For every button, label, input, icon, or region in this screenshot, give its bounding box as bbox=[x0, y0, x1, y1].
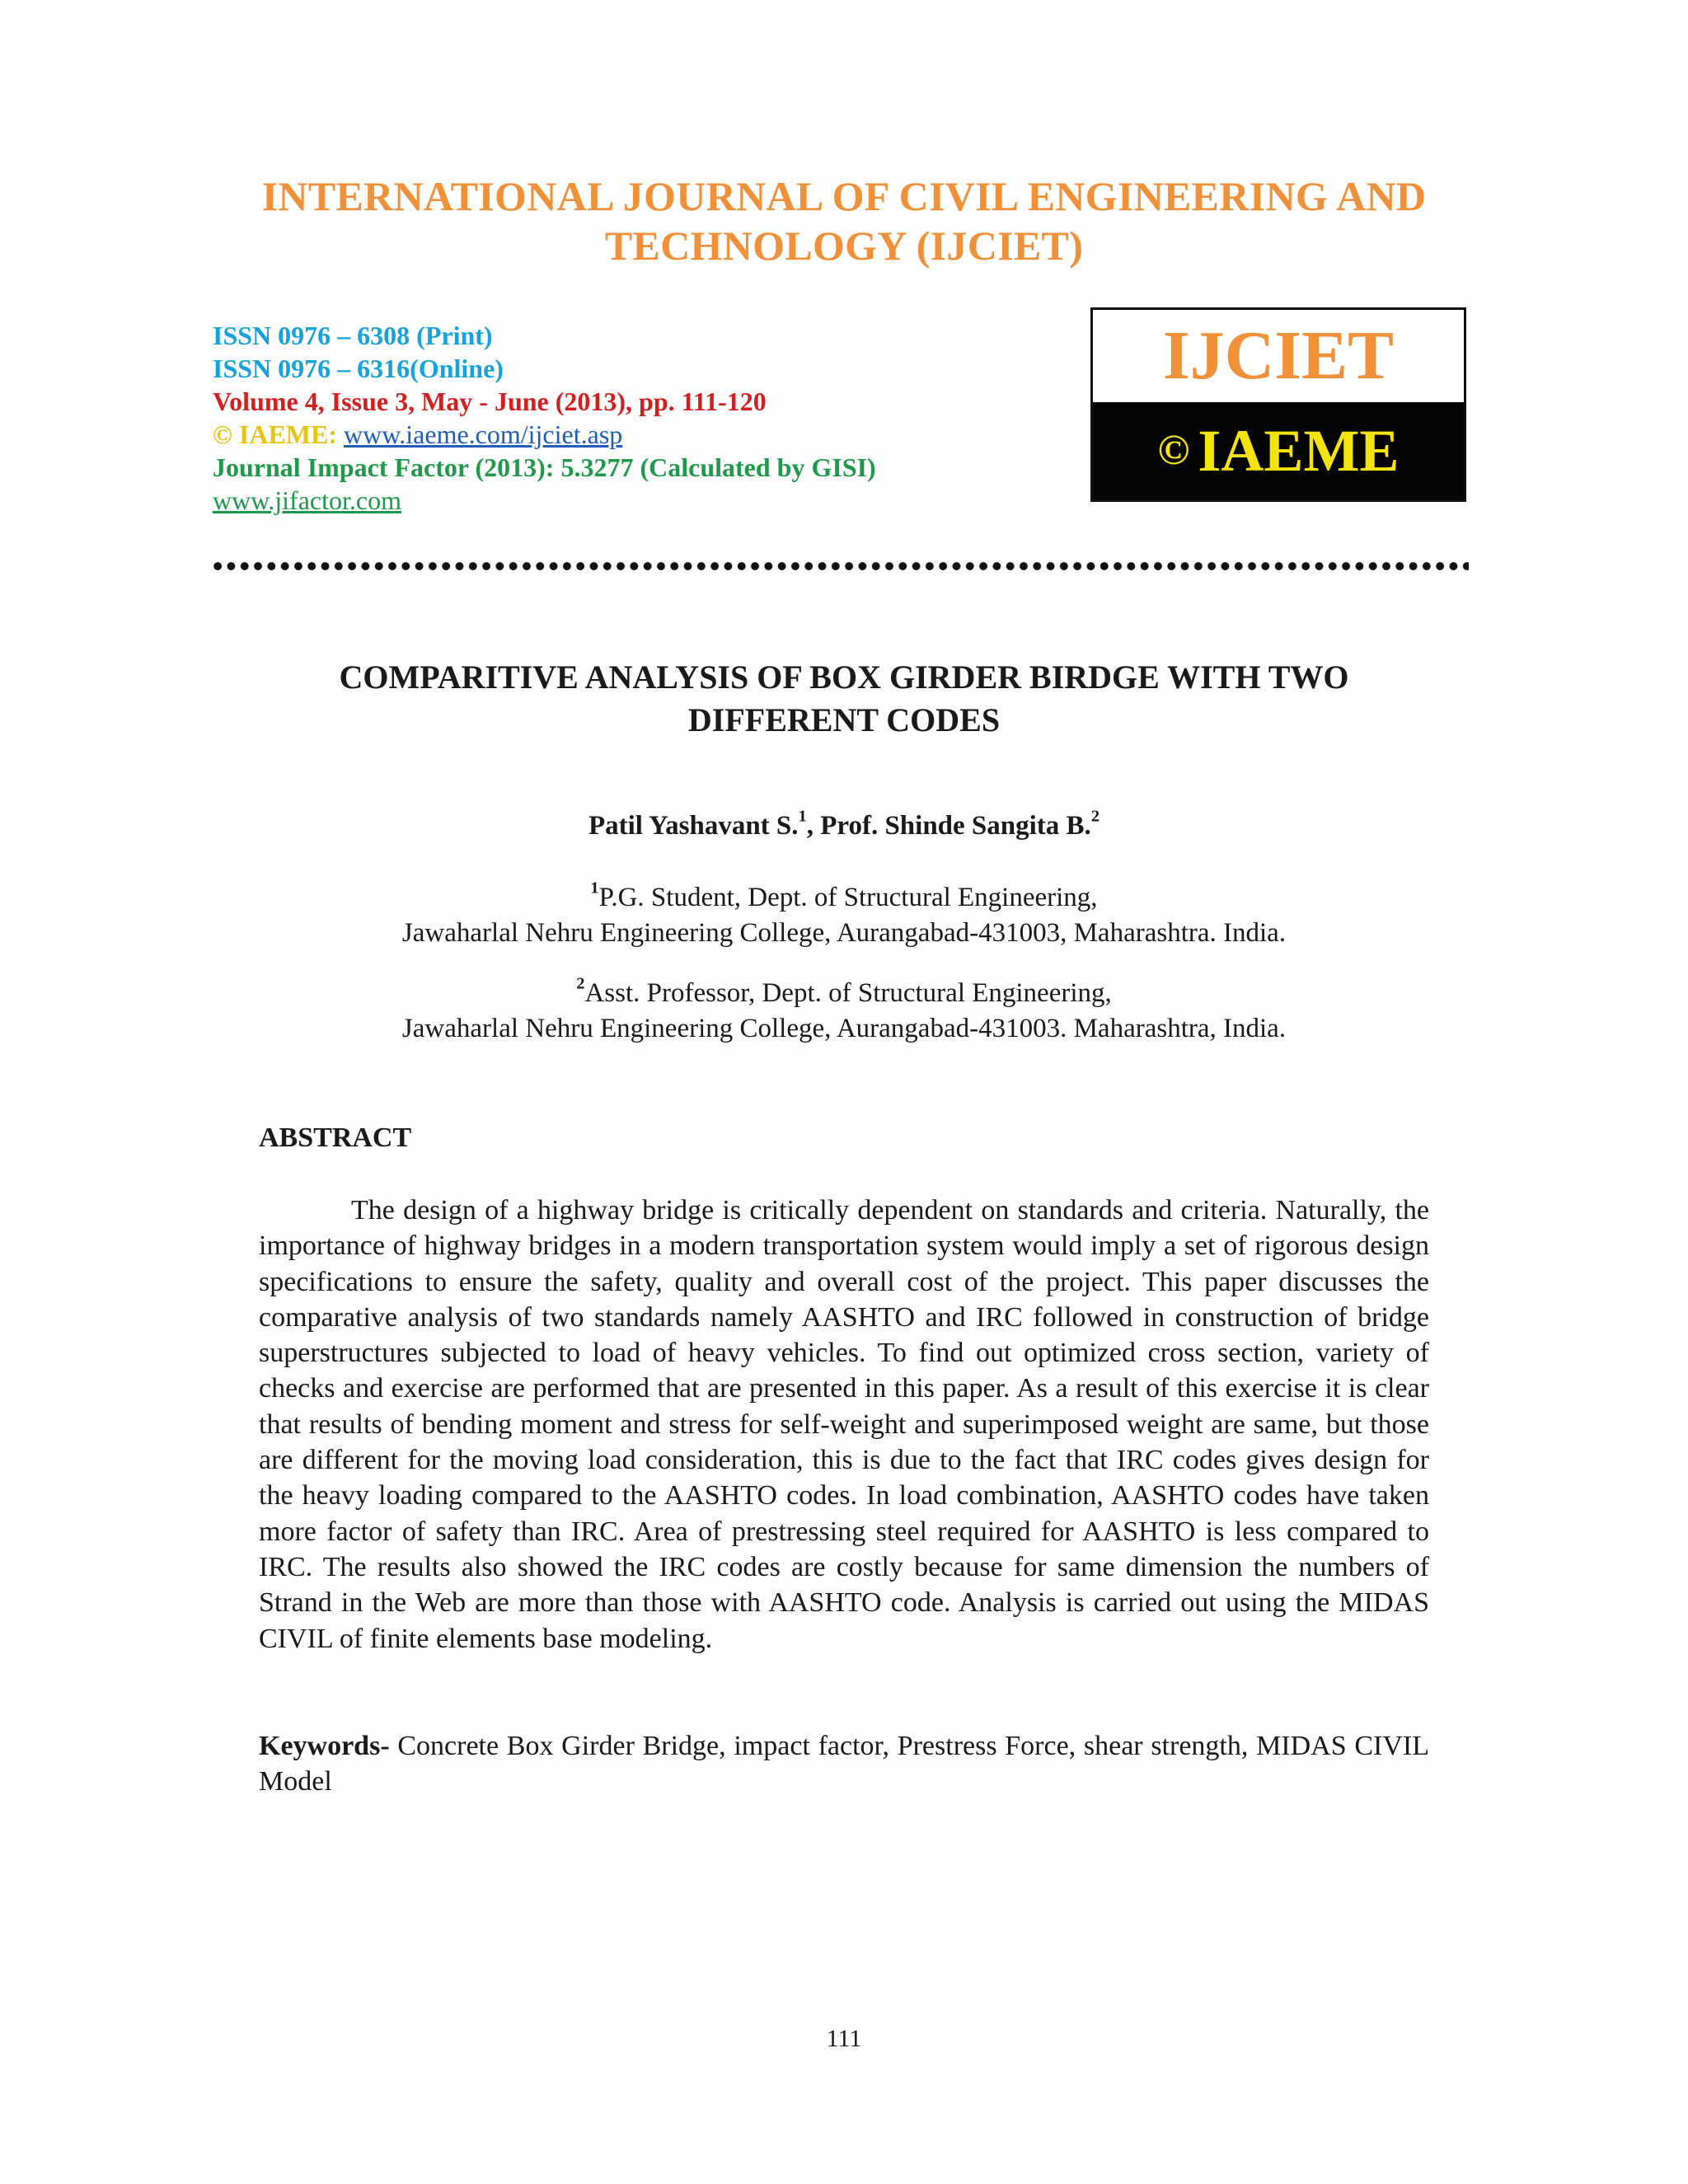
issn-online: ISSN 0976 – 6316(Online) bbox=[213, 354, 504, 383]
author-name-2: Prof. Shinde Sangita B. bbox=[820, 811, 1091, 841]
impact-factor-link[interactable]: www.jifactor.com bbox=[213, 485, 401, 515]
impact-link-line bbox=[213, 484, 876, 517]
paper-title bbox=[247, 656, 1441, 742]
publisher-link[interactable]: www.iaeme.com/ijciet.asp bbox=[344, 419, 623, 449]
affiliation-2-line-2: Jawaharlal Nehru Engineering College, Aurangabad-431003. Maharashtra, India. bbox=[401, 1014, 1287, 1043]
abstract-heading: ABSTRACT bbox=[259, 1122, 412, 1153]
affiliation-1-line-1 bbox=[247, 880, 1441, 916]
author-mark-1: 1 bbox=[798, 807, 807, 826]
author-list bbox=[247, 809, 1441, 842]
paper-title-line-2: DIFFERENT CODES bbox=[687, 701, 1001, 738]
affiliation-1-line-2: Jawaharlal Nehru Engineering College, Aurangabad-431003, Maharashtra. India. bbox=[401, 918, 1287, 948]
abstract-text: The design of a highway bridge is critically dependent on standards and criteria. Naturally, the importance of highway bridges in a modern transportation system would imply a set of rigorous design specifications to ensure the safety, quality and overall cost of the project. This paper discusses the comparative analysis of two standards namely AASHTO and IRC followed in construction of bridge superstructures subjected to load of heavy vehicles. To find out optimized cross section, variety of checks and exercise are performed that are presented in this paper. As a result of this exercise it is clear that results of bending moment and stress for self-weight and superimposed weight are same, but those are different for the moving load consideration, this is due to the fact that IRC codes gives design for the heavy loading compared to the AASHTO codes. In load combination, AASHTO codes have taken more factor of safety than IRC. Area of prestressing steel required for AASHTO is less compared to IRC. The results also showed the IRC codes are costly because for same dimension the numbers of Strand in the Web are more than those with AASHTO code. Analysis is carried out using the MIDAS CIVIL of finite elements base modeling. bbox=[259, 1195, 1429, 1654]
keywords-text: Concrete Box Girder Bridge, impact factor, Prestress Force, shear strength, MIDAS CIVIL Model bbox=[259, 1731, 1429, 1797]
affiliation-2-line-1 bbox=[247, 976, 1441, 1011]
publisher-line bbox=[213, 418, 876, 451]
logo-ijciet-text: IJCIET bbox=[1093, 310, 1464, 402]
dotted-divider bbox=[211, 560, 1469, 572]
journal-title-line-2: TECHNOLOGY (IJCIET) bbox=[604, 223, 1084, 269]
affiliation-2 bbox=[247, 976, 1441, 1047]
logo-iaeme-text: IAEME bbox=[1198, 418, 1400, 484]
journal-title bbox=[132, 171, 1556, 270]
publisher-label: © IAEME: bbox=[213, 419, 338, 449]
keywords bbox=[259, 1728, 1429, 1800]
affiliation-2-dept: Asst. Professor, Dept. of Structural Engineering, bbox=[584, 978, 1112, 1008]
keywords-label: Keywords- bbox=[259, 1731, 390, 1761]
issn-print: ISSN 0976 – 6308 (Print) bbox=[213, 321, 493, 350]
affiliation-1-mark: 1 bbox=[590, 879, 599, 898]
affiliation-2-mark: 2 bbox=[576, 974, 585, 993]
paper-title-line-1: COMPARITIVE ANALYSIS OF BOX GIRDER BIRDGE WITH TWO bbox=[339, 658, 1349, 696]
journal-title-line-1: INTERNATIONAL JOURNAL OF CIVIL ENGINEERING AND bbox=[261, 173, 1427, 219]
logo-iaeme-banner bbox=[1093, 402, 1464, 499]
author-mark-2: 2 bbox=[1090, 807, 1100, 826]
volume-info: Volume 4, Issue 3, May - June (2013), pp. 111-120 bbox=[213, 387, 767, 416]
affiliation-1-dept: P.G. Student, Dept. of Structural Engineering, bbox=[598, 883, 1098, 912]
author-name-1: Patil Yashavant S. bbox=[588, 811, 799, 841]
author-separator: , bbox=[806, 811, 821, 841]
page-number: 111 bbox=[826, 2025, 862, 2052]
copyright-icon: © bbox=[1157, 427, 1190, 474]
impact-factor: Journal Impact Factor (2013): 5.3277 (Calculated by GISI) bbox=[213, 452, 876, 482]
journal-logo bbox=[1090, 307, 1466, 502]
affiliation-1 bbox=[247, 880, 1441, 951]
journal-meta bbox=[213, 319, 876, 517]
